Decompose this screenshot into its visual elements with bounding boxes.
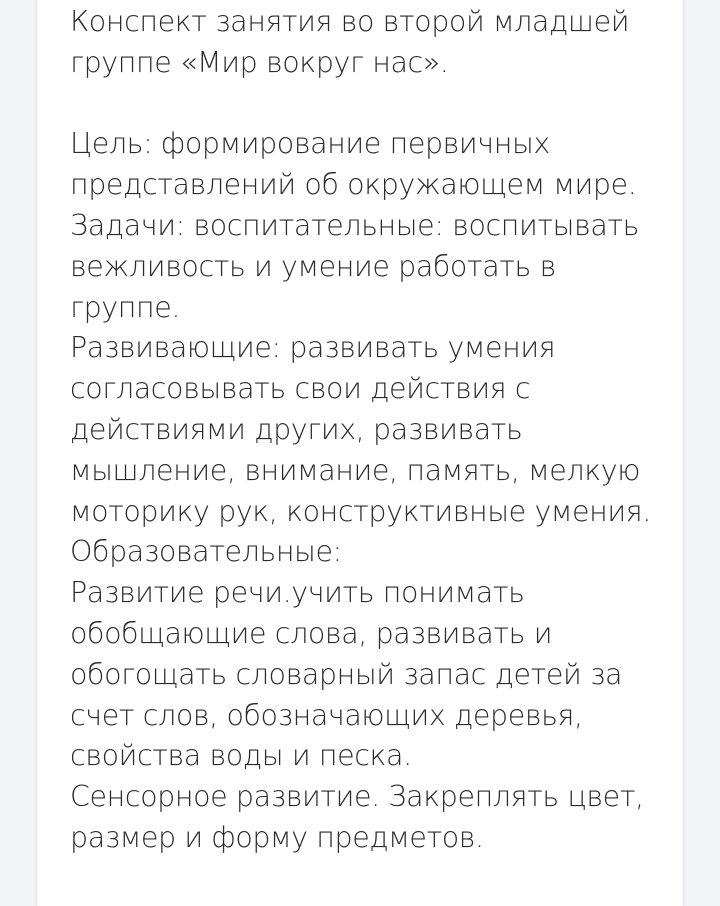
text-line: размер и форму предметов. xyxy=(70,820,484,854)
text-line: Развивающие: развивать умения xyxy=(70,331,556,365)
text-line: Задачи: воспитательные: воспитывать xyxy=(70,208,640,242)
text-line: счет слов, обозначающих деревья, xyxy=(70,698,583,732)
text-line: мышление, внимание, память, мелкую xyxy=(70,453,640,487)
text-line: Развитие речи.учить понимать xyxy=(70,576,525,610)
text-line: моторику рук, конструктивные умения. xyxy=(70,494,651,528)
document-card xyxy=(36,0,684,906)
title-line: группе «Мир вокруг нас». xyxy=(70,45,449,79)
title-line: Конспект занятия во второй младшей xyxy=(70,5,630,38)
text-line: действиями других, развивать xyxy=(70,412,523,446)
text-line: вежливость и умение работать в xyxy=(70,249,556,283)
text-line: представлений об окружающем мире. xyxy=(70,168,637,202)
document-text xyxy=(70,2,670,859)
paragraph-gap xyxy=(70,84,670,125)
text-line: Образовательные: xyxy=(70,535,342,569)
text-line: обобщающие слова, развивать и xyxy=(70,616,553,650)
text-line: группе. xyxy=(70,290,181,324)
text-line: Цель: формирование первичных xyxy=(70,127,550,161)
text-line: обогощать словарный запас детей за xyxy=(70,657,623,691)
text-line: согласовывать свои действия с xyxy=(70,372,531,406)
text-line: свойства воды и песка. xyxy=(70,739,412,773)
text-line: Сенсорное развитие. Закреплять цвет, xyxy=(70,780,644,814)
